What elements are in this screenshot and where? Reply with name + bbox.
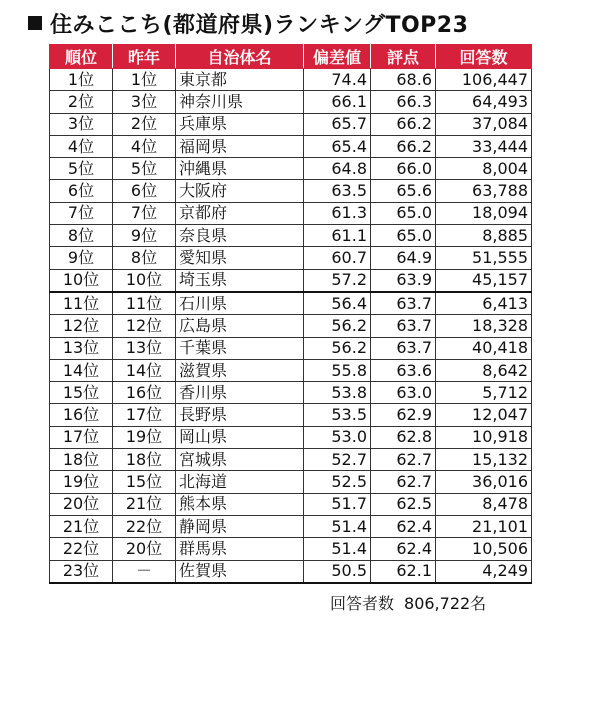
cell-name: 佐賀県 [176,560,304,583]
cell-deviation: 53.5 [304,404,371,426]
page-title [28,8,468,39]
cell-rank: 8位 [50,225,113,247]
cell-name: 京都府 [176,202,304,224]
cell-responses: 21,101 [436,515,532,537]
cell-deviation: 56.2 [304,315,371,337]
cell-name: 埼玉県 [176,269,304,292]
cell-score: 66.0 [371,158,436,180]
cell-score: 66.3 [371,91,436,113]
cell-responses: 8,642 [436,359,532,381]
cell-name: 千葉県 [176,337,304,359]
cell-last-year: － [113,560,176,583]
cell-last-year: 20位 [113,538,176,560]
cell-last-year: 21位 [113,493,176,515]
cell-rank: 20位 [50,493,113,515]
cell-score: 62.4 [371,515,436,537]
cell-responses: 37,084 [436,113,532,135]
cell-deviation: 50.5 [304,560,371,583]
table-row [50,560,532,583]
cell-deviation: 52.5 [304,471,371,493]
cell-score: 63.7 [371,292,436,315]
cell-name: 兵庫県 [176,113,304,135]
cell-deviation: 51.7 [304,493,371,515]
cell-last-year: 2位 [113,113,176,135]
cell-last-year: 11位 [113,292,176,315]
cell-last-year: 14位 [113,359,176,381]
cell-name: 大阪府 [176,180,304,202]
header-name: 自治体名 [176,45,304,69]
cell-name: 群馬県 [176,538,304,560]
cell-responses: 4,249 [436,560,532,583]
title-text: 住みここち(都道府県)ランキングTOP23 [50,13,469,38]
cell-responses: 64,493 [436,91,532,113]
header-responses: 回答数 [436,45,532,69]
table-row [50,269,532,292]
cell-deviation: 61.1 [304,225,371,247]
cell-score: 65.6 [371,180,436,202]
cell-rank: 9位 [50,247,113,269]
cell-deviation: 55.8 [304,359,371,381]
cell-last-year: 13位 [113,337,176,359]
table-row [50,292,532,315]
cell-name: 静岡県 [176,515,304,537]
cell-rank: 19位 [50,471,113,493]
cell-name: 香川県 [176,382,304,404]
cell-rank: 10位 [50,269,113,292]
cell-last-year: 10位 [113,269,176,292]
cell-score: 62.5 [371,493,436,515]
cell-deviation: 57.2 [304,269,371,292]
cell-name: 滋賀県 [176,359,304,381]
cell-score: 65.0 [371,225,436,247]
cell-name: 神奈川県 [176,91,304,113]
cell-responses: 36,016 [436,471,532,493]
table-row [50,247,532,269]
cell-last-year: 22位 [113,515,176,537]
cell-score: 66.2 [371,135,436,157]
cell-deviation: 65.7 [304,113,371,135]
cell-last-year: 19位 [113,426,176,448]
header-rank: 順位 [50,45,113,69]
cell-score: 65.0 [371,202,436,224]
cell-responses: 12,047 [436,404,532,426]
cell-name: 沖縄県 [176,158,304,180]
cell-name: 東京都 [176,69,304,91]
cell-name: 北海道 [176,471,304,493]
cell-score: 63.7 [371,337,436,359]
cell-deviation: 53.0 [304,426,371,448]
cell-responses: 33,444 [436,135,532,157]
respondent-total [330,591,486,614]
cell-last-year: 8位 [113,247,176,269]
cell-last-year: 17位 [113,404,176,426]
cell-responses: 40,418 [436,337,532,359]
cell-name: 宮城県 [176,449,304,471]
table-row [50,225,532,247]
cell-score: 62.9 [371,404,436,426]
cell-score: 63.6 [371,359,436,381]
table-row [50,382,532,404]
table-row [50,471,532,493]
cell-deviation: 53.8 [304,382,371,404]
cell-score: 62.1 [371,560,436,583]
respondent-total-value: 806,722名 [404,594,487,613]
cell-rank: 3位 [50,113,113,135]
ranking-table [49,44,532,584]
cell-last-year: 4位 [113,135,176,157]
cell-rank: 7位 [50,202,113,224]
table-row [50,180,532,202]
cell-deviation: 74.4 [304,69,371,91]
cell-responses: 8,004 [436,158,532,180]
table-row [50,538,532,560]
cell-responses: 8,885 [436,225,532,247]
cell-name: 福岡県 [176,135,304,157]
cell-last-year: 5位 [113,158,176,180]
cell-score: 62.4 [371,538,436,560]
cell-responses: 106,447 [436,69,532,91]
cell-responses: 18,328 [436,315,532,337]
cell-name: 石川県 [176,292,304,315]
cell-name: 長野県 [176,404,304,426]
cell-last-year: 12位 [113,315,176,337]
cell-last-year: 7位 [113,202,176,224]
cell-score: 62.7 [371,471,436,493]
cell-responses: 10,506 [436,538,532,560]
square-bullet-icon [28,16,42,30]
cell-last-year: 15位 [113,471,176,493]
cell-rank: 11位 [50,292,113,315]
cell-score: 68.6 [371,69,436,91]
table-row [50,69,532,91]
cell-rank: 5位 [50,158,113,180]
table-row [50,113,532,135]
cell-rank: 1位 [50,69,113,91]
cell-responses: 10,918 [436,426,532,448]
cell-responses: 51,555 [436,247,532,269]
cell-responses: 5,712 [436,382,532,404]
table-row [50,135,532,157]
cell-deviation: 66.1 [304,91,371,113]
cell-name: 広島県 [176,315,304,337]
table-row [50,515,532,537]
cell-responses: 45,157 [436,269,532,292]
cell-rank: 14位 [50,359,113,381]
cell-deviation: 56.2 [304,337,371,359]
cell-last-year: 6位 [113,180,176,202]
table-row [50,426,532,448]
table-row [50,91,532,113]
cell-rank: 16位 [50,404,113,426]
cell-last-year: 9位 [113,225,176,247]
cell-responses: 15,132 [436,449,532,471]
table-row [50,493,532,515]
cell-last-year: 18位 [113,449,176,471]
header-score: 評点 [371,45,436,69]
cell-score: 62.7 [371,449,436,471]
cell-responses: 18,094 [436,202,532,224]
table-header-row [50,45,532,69]
cell-last-year: 3位 [113,91,176,113]
header-deviation: 偏差値 [304,45,371,69]
cell-score: 63.0 [371,382,436,404]
respondent-total-label: 回答者数 [330,594,395,613]
cell-last-year: 16位 [113,382,176,404]
cell-score: 64.9 [371,247,436,269]
cell-deviation: 56.4 [304,292,371,315]
table-row [50,404,532,426]
table-row [50,359,532,381]
cell-responses: 8,478 [436,493,532,515]
cell-deviation: 64.8 [304,158,371,180]
cell-deviation: 61.3 [304,202,371,224]
cell-responses: 63,788 [436,180,532,202]
cell-rank: 15位 [50,382,113,404]
cell-rank: 13位 [50,337,113,359]
table-row [50,315,532,337]
cell-name: 奈良県 [176,225,304,247]
cell-score: 63.9 [371,269,436,292]
cell-rank: 2位 [50,91,113,113]
cell-rank: 17位 [50,426,113,448]
table-row [50,202,532,224]
cell-score: 63.7 [371,315,436,337]
table-row [50,449,532,471]
table-row [50,158,532,180]
cell-rank: 4位 [50,135,113,157]
cell-rank: 12位 [50,315,113,337]
cell-rank: 22位 [50,538,113,560]
cell-rank: 18位 [50,449,113,471]
cell-name: 熊本県 [176,493,304,515]
cell-deviation: 60.7 [304,247,371,269]
header-last-year: 昨年 [113,45,176,69]
cell-deviation: 65.4 [304,135,371,157]
cell-deviation: 51.4 [304,515,371,537]
cell-score: 62.8 [371,426,436,448]
cell-deviation: 52.7 [304,449,371,471]
cell-rank: 6位 [50,180,113,202]
cell-score: 66.2 [371,113,436,135]
cell-last-year: 1位 [113,69,176,91]
cell-responses: 6,413 [436,292,532,315]
cell-deviation: 51.4 [304,538,371,560]
cell-rank: 23位 [50,560,113,583]
table-row [50,337,532,359]
cell-name: 岡山県 [176,426,304,448]
cell-deviation: 63.5 [304,180,371,202]
cell-rank: 21位 [50,515,113,537]
cell-name: 愛知県 [176,247,304,269]
